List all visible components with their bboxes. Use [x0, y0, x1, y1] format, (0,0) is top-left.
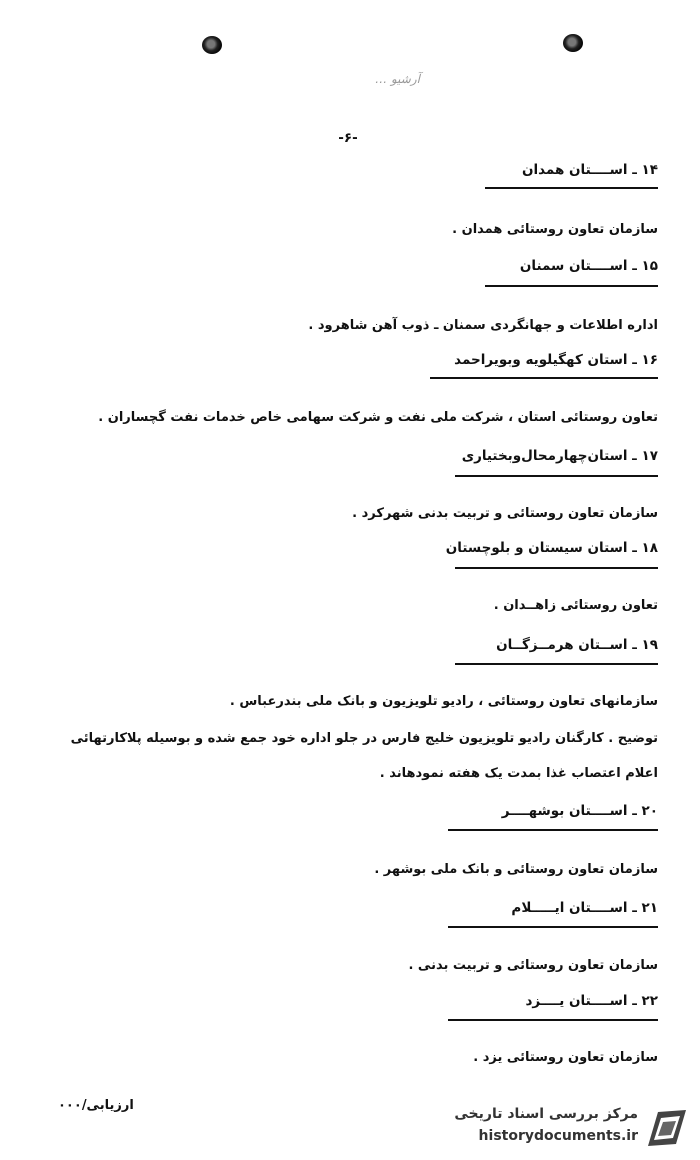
section-text: سازمان تعاون روستائی و تربیت بدنی .: [408, 958, 658, 973]
watermark-title: مرکز بررسی اسناد تاریخی: [454, 1106, 638, 1122]
section-heading: ۱۶ ـ استان کهگیلویه وبویراحمد: [454, 352, 658, 368]
heading-underline: [455, 475, 658, 477]
footer-code: ارزیابی/۰۰۰: [58, 1098, 134, 1113]
heading-underline: [455, 663, 658, 665]
heading-underline: [448, 829, 658, 831]
heading-underline: [430, 377, 658, 379]
section-text: تعاون روستائی استان ، شرکت ملی نفت و شرکت سهامی خاص خدمات نفت گچساران .: [98, 410, 658, 425]
section-heading: ۲۰ ـ اســــتان بوشهــــر: [501, 803, 658, 819]
page-number: -۶-: [338, 130, 358, 146]
watermark-logo-icon: [644, 1106, 690, 1150]
watermark-url: historydocuments.ir: [478, 1128, 638, 1144]
section-text: توضیح . کارگنان رادیو تلویزیون خلیج فارس در جلو اداره خود جمع شده و بوسیله پلاکارتهائی: [70, 731, 658, 746]
section-text: سازمان تعاون روستائی یزد .: [473, 1050, 658, 1065]
section-text: تعاون روستائی زاهــدان .: [493, 598, 658, 613]
heading-underline: [485, 285, 658, 287]
punch-hole-left: [202, 36, 222, 54]
handwritten-note: آرشیو …: [375, 72, 420, 86]
section-heading: ۱۴ ـ اســــتان همدان: [521, 162, 658, 178]
section-text: سازمان تعاون روستائی همدان .: [452, 222, 658, 237]
section-text: اعلام اعتصاب غذا بمدت یک هفته نمودهاند .: [379, 766, 658, 781]
heading-underline: [485, 187, 658, 189]
section-text: اداره اطلاعات و جهانگردی سمنان ـ ذوب آهن شاهرود .: [308, 318, 658, 333]
section-text: سازمانهای تعاون روستائی ، رادیو تلویزیون و بانک ملی بندرعباس .: [229, 694, 658, 709]
punch-hole-right: [563, 34, 583, 52]
section-heading: ۱۵ ـ اســــتان سمنان: [519, 258, 658, 274]
section-heading: ۱۷ ـ استان‌چهارمحال‌وبختیاری: [461, 448, 658, 464]
watermark: [408, 1104, 694, 1152]
section-heading: ۲۱ ـ اســــتان ایـــــلام: [511, 900, 658, 916]
section-text: سازمان تعاون روستائی و تربیت بدنی شهرکرد .: [352, 506, 658, 521]
section-text: سازمان تعاون روستائی و بانک ملی بوشهر .: [374, 862, 658, 877]
section-heading: ۱۸ ـ استان سیستان و بلوچستان: [445, 540, 658, 556]
heading-underline: [448, 1019, 658, 1021]
heading-underline: [455, 567, 658, 569]
heading-underline: [448, 926, 658, 928]
section-heading: ۲۲ ـ اســــتان یــــزد: [525, 993, 658, 1009]
section-heading: ۱۹ ـ اســتان هرمــزگــان: [496, 637, 658, 653]
